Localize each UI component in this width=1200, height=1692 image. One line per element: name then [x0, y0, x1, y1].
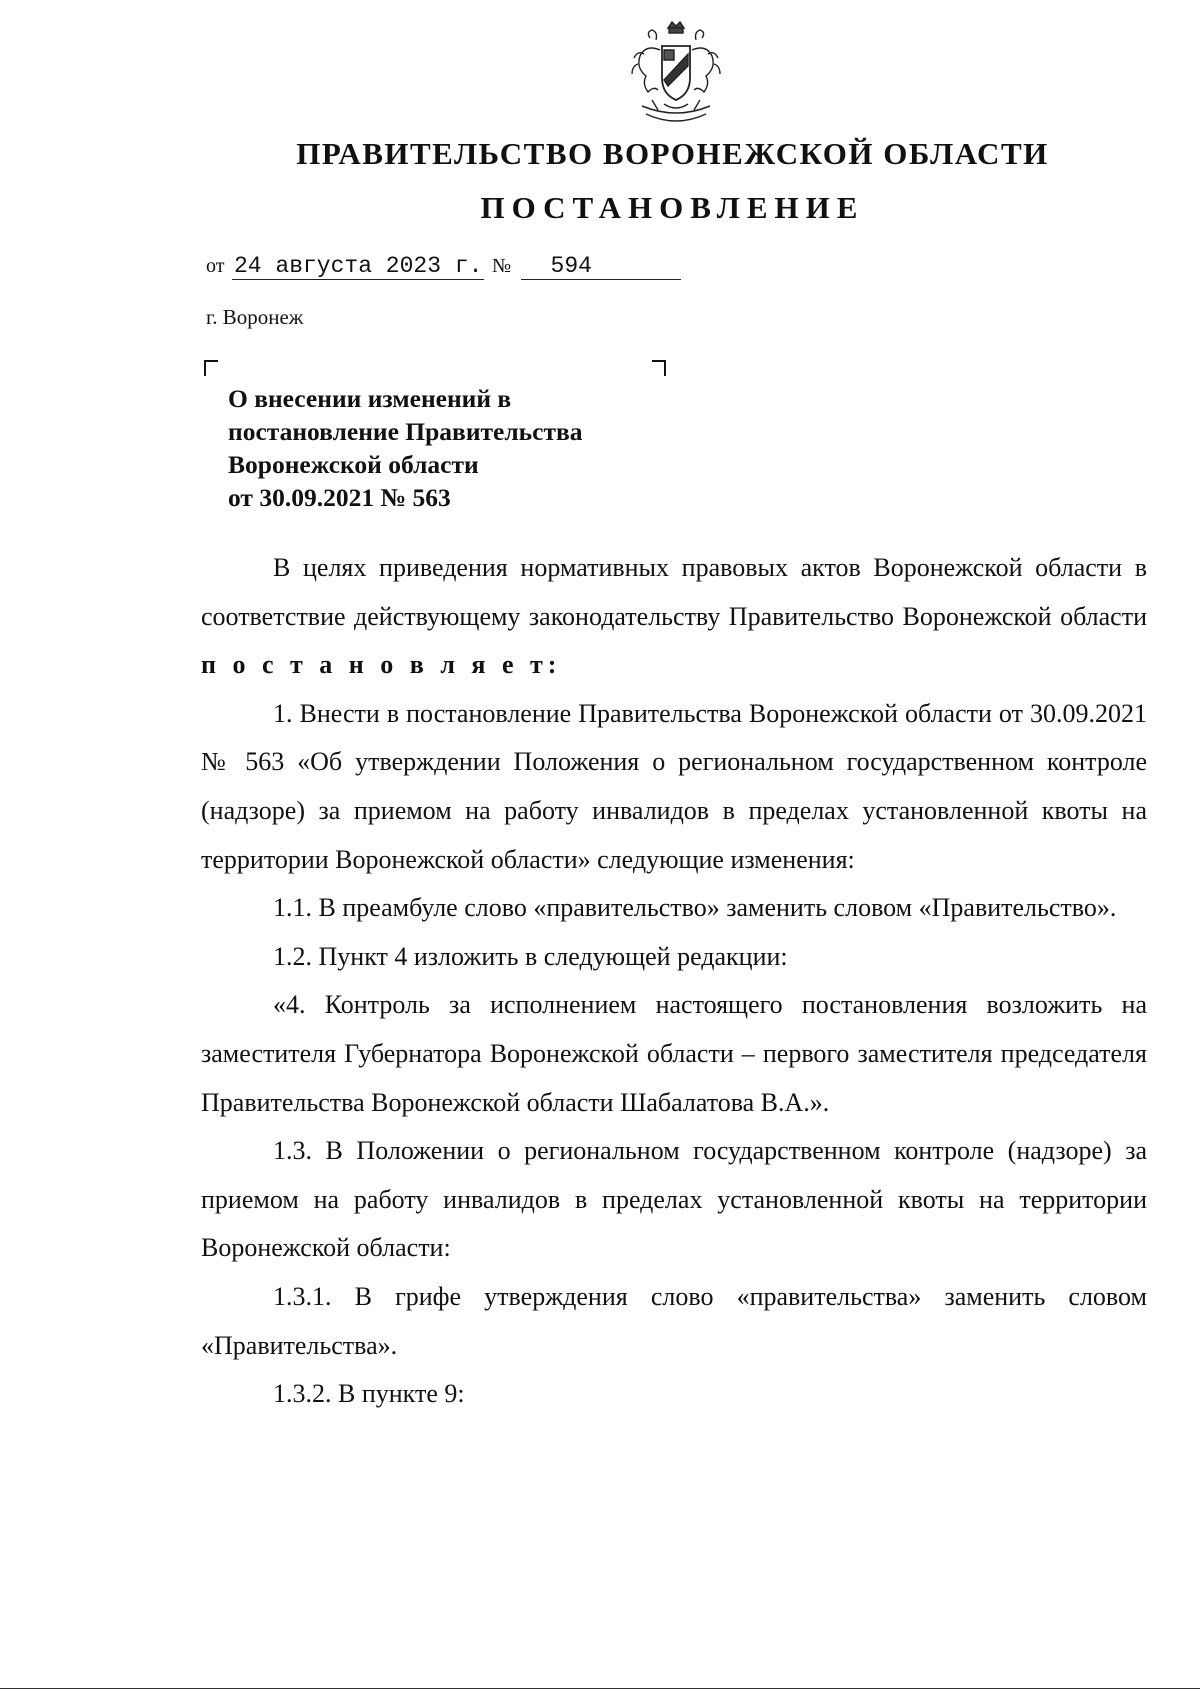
subject-line: О внесении изменений в	[228, 384, 512, 413]
subject-line: постановление Правительства	[228, 417, 583, 446]
body-paragraph: 1.2. Пункт 4 изложить в следующей редакции:	[273, 941, 788, 971]
subject-bracket-left	[204, 360, 218, 376]
body-paragraph: «4. Контроль за исполнением настоящего постановления возложить на заместителя Губернатора Воронежской области – первого заместителя председателя Правительства Воронежской области Шабалатова В.А.».	[201, 990, 1147, 1117]
preamble-paragraph	[201, 544, 1147, 690]
decree-word: п о с т а н о в л я е т:	[201, 650, 562, 680]
subject-bracket-right	[652, 360, 666, 376]
document-date: 24 августа 2023 г.	[233, 253, 483, 279]
coat-of-arms-icon	[624, 20, 728, 132]
city: г. Воронеж	[206, 305, 304, 329]
body-paragraph: 1.3.1. В грифе утверждения слово «правительства» заменить словом «Правительства».	[201, 1281, 1147, 1360]
body-paragraph: 1.3. В Положении о региональном государственном контроле (надзоре) за приемом на работу инвалидов в пределах установленной квоты на территории Воронежской области:	[201, 1136, 1147, 1263]
subject-line: от 30.09.2021 № 563	[228, 483, 451, 512]
document-number: 594	[521, 253, 681, 280]
document-body	[201, 544, 1147, 1419]
date-from-label: от	[206, 255, 225, 277]
subject-line: Воронежской области	[228, 450, 479, 479]
date-number-line	[206, 252, 681, 280]
page-bottom-edge	[0, 1688, 1200, 1689]
document-type: ПОСТАНОВЛЕНИЕ	[480, 190, 865, 225]
body-paragraph: 1.1. В преамбуле слово «правительство» заменить словом «Правительство».	[273, 893, 1117, 923]
number-label: №	[491, 255, 512, 277]
subject-block	[228, 382, 583, 514]
body-paragraph: 1.3.2. В пункте 9:	[273, 1379, 465, 1409]
preamble-text: В целях приведения нормативных правовых актов Воронежской области в соответствие действующему законодательству Правительство Воронежской области	[201, 553, 1147, 631]
government-title: ПРАВИТЕЛЬСТВО ВОРОНЕЖСКОЙ ОБЛАСТИ	[296, 136, 1049, 171]
body-paragraph: 1. Внести в постановление Правительства Воронежской области от 30.09.2021 № 563 «Об утверждении Положения о региональном государственном контроле (надзоре) за приемом на работу инвалидов в пределах установленной квоты на территории Воронежской области» следующие изменения:	[201, 698, 1147, 874]
